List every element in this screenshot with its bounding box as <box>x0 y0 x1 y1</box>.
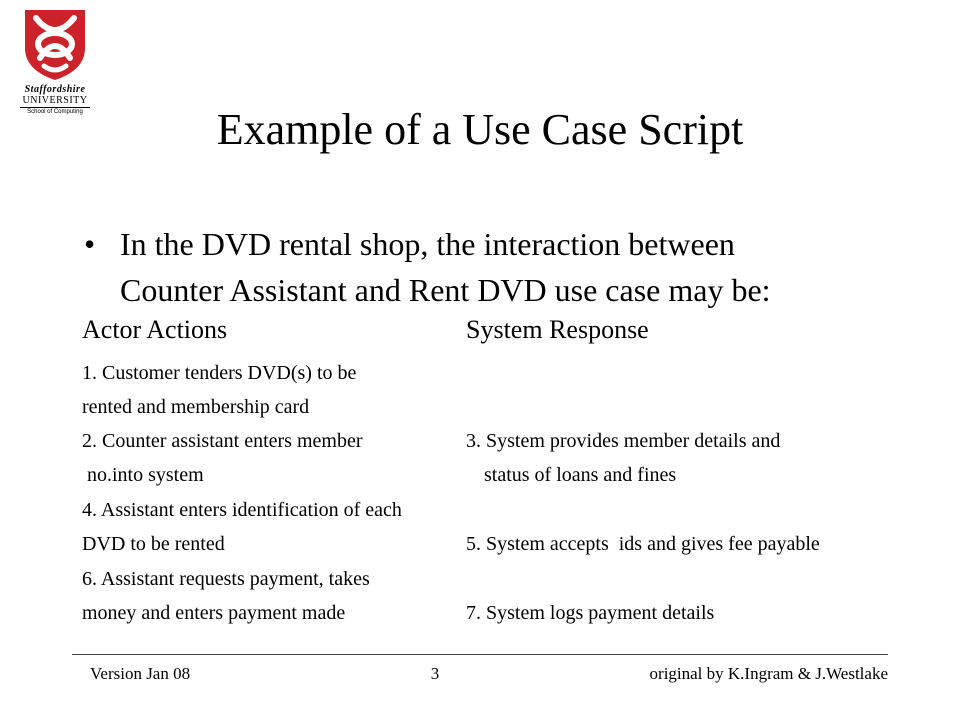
university-word: UNIVERSITY <box>20 95 90 108</box>
staffordshire-knot-shield-icon <box>22 8 88 82</box>
bullet-marker: • <box>84 226 96 262</box>
bullet-line-2: Counter Assistant and Rent DVD use case may be: <box>120 272 771 308</box>
system-line-6: 5. System accepts ids and gives fee payable <box>466 533 820 555</box>
footer-credit: original by K.Ingram & J.Westlake <box>649 664 888 683</box>
actor-line-8: money and enters payment made <box>82 602 346 624</box>
system-line-8: 7. System logs payment details <box>466 602 715 624</box>
system-line-4: status of loans and fines <box>484 464 677 486</box>
footer-divider <box>72 654 888 655</box>
actor-actions-heading: Actor Actions <box>82 315 228 344</box>
university-name: Staffordshire <box>24 84 86 95</box>
system-response-heading: System Response <box>466 315 649 344</box>
school-name: School of Computing <box>27 109 83 115</box>
actor-line-5: 4. Assistant enters identification of each <box>82 499 402 521</box>
actor-line-2: rented and membership card <box>82 396 310 418</box>
actor-line-6: DVD to be rented <box>82 533 225 555</box>
slide-title: Example of a Use Case Script <box>216 105 744 154</box>
actor-line-7: 6. Assistant requests payment, takes <box>82 568 370 590</box>
system-line-3: 3. System provides member details and <box>466 430 781 452</box>
actor-line-4: no.into system <box>82 464 204 486</box>
actor-line-3: 2. Counter assistant enters member <box>82 430 363 452</box>
actor-line-1: 1. Customer tenders DVD(s) to be <box>82 362 357 384</box>
bullet-point <box>84 221 904 313</box>
page-number: 3 <box>430 664 440 683</box>
footer-version: Version Jan 08 <box>90 664 191 683</box>
university-logo <box>12 8 98 115</box>
bullet-line-1: In the DVD rental shop, the interaction between <box>120 226 735 262</box>
